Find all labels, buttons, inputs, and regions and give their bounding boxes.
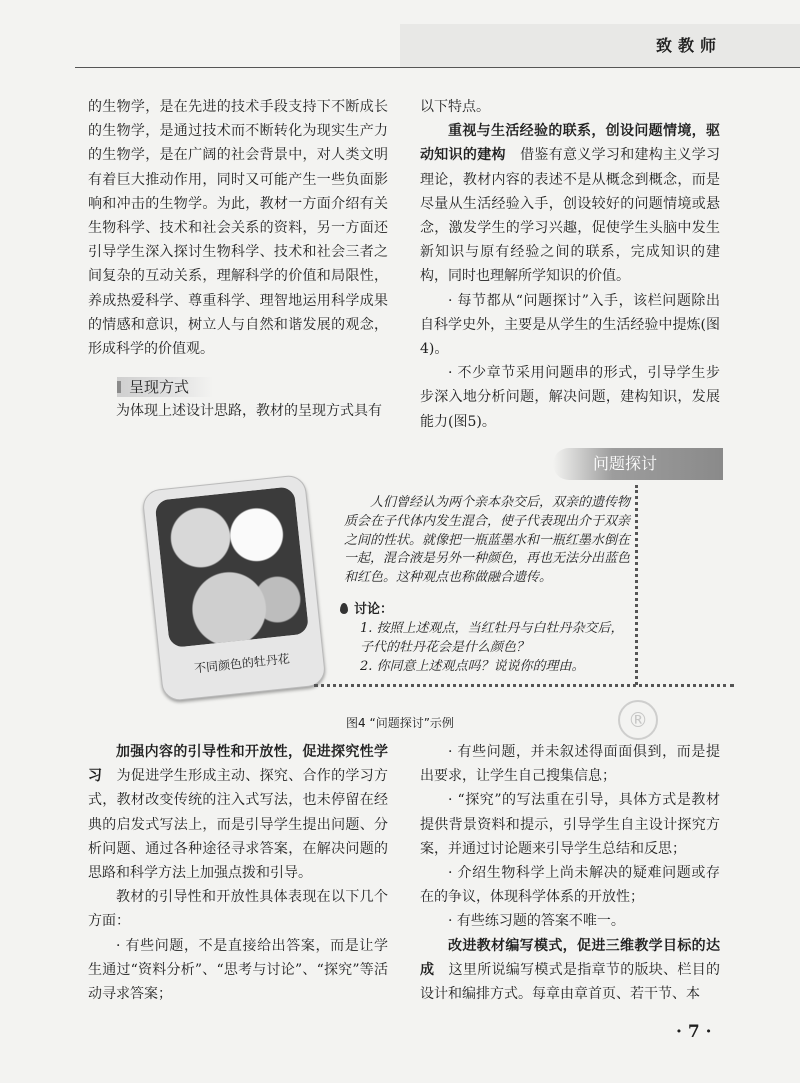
figure-dotted-border-right: [635, 485, 638, 685]
right-column-top: [420, 95, 720, 434]
paragraph: [420, 934, 720, 1007]
paragraph-text: 借鉴有意义学习和建构主义学习理论，教材内容的表述不是从概念到概念，而是尽量从生活经验入手，创设较好的问题情境或悬念，激发学生的学习兴趣，促使学生头脑中发生新知识与原有经验之间的联系，完成知识的建构，同时也理解所学知识的价值。: [420, 147, 721, 285]
discussion-title: 讨论：: [354, 602, 394, 617]
discussion-block: [340, 600, 630, 676]
peony-photo-card: [141, 474, 326, 702]
paragraph-text: 这里所说编写模式是指章节的版块、栏目的设计和编排方式。每章由章首页、若干节、本: [420, 961, 721, 1003]
paragraph: [420, 119, 720, 288]
left-column-top: [88, 95, 388, 361]
header-rule: [75, 67, 800, 68]
paragraph: · “探究”的写法重在引导，具体方式是教材提供背景资料和提示，引导学生自主设计探究方案，并通过讨论题来引导学生总结和反思；: [420, 792, 720, 857]
figure-dotted-border-bottom: [314, 684, 734, 687]
figure-quote: [344, 494, 630, 588]
paragraph: · 有些问题，并未叙述得面面俱到，而是提出要求，让学生自己搜集信息；: [420, 744, 720, 785]
problem-discussion-badge: [553, 448, 723, 480]
registered-mark-watermark: ®: [618, 700, 658, 740]
paragraph: 的生物学，是在先进的技术手段支持下不断成长的生物学，是通过技术而不断转化为现实生产力的生物学，是在广阔的社会背景中，对人类文明有着巨大推动作用，同时又可能产生一些负面影响和冲击的生物学。为此，教材一方面介绍有关生物科学、技术和社会关系的资料，另一方面还引导学生深入探讨生物科学、技术和社会三者之间复杂的互动关系，理解科学的价值和局限性，养成热爱科学、尊重科学、理智地运用科学成果的情感和意识，树立人与自然和谐发展的观念，形成科学的价值观。: [88, 99, 388, 358]
section-heading: 呈现方式: [117, 377, 213, 397]
discussion-question: 2. 你同意上述观点吗？说说你的理由。: [360, 659, 585, 674]
paragraph: 为体现上述设计思路，教材的呈现方式具有: [116, 403, 382, 419]
paragraph: · 每节都从“问题探讨”入手，该栏问题除出自科学史外，主要是从学生的生活经验中提炼(图4)。: [420, 292, 720, 358]
bold-lead: 加强内容的引导性和开放性，促进探究性学习: [88, 744, 388, 785]
figure-caption: 图4 “问题探讨”示例: [346, 716, 454, 730]
discussion-question: 1. 按照上述观点，当红牡丹与白牡丹杂交后，子代的牡丹花会是什么颜色？: [360, 621, 624, 655]
paragraph: · 不少章节采用问题串的形式，引导学生步步深入地分析问题，解决问题，建构知识，发展能力(图5)。: [420, 365, 720, 430]
paragraph: · 介绍生物科学上尚未解决的疑难问题或存在的争议，体现科学体系的开放性；: [420, 865, 720, 906]
page-number: · 7 ·: [676, 1022, 712, 1042]
header-bar: [400, 24, 800, 68]
paragraph: 教材的引导性和开放性具体表现在以下几个方面：: [88, 889, 388, 930]
paragraph: · 有些练习题的答案不唯一。: [448, 913, 625, 930]
bold-lead: 改进教材编写模式，促进三维教学目标的达成: [420, 937, 720, 978]
left-column-bottom: [88, 740, 388, 1006]
paragraph: [88, 740, 388, 885]
badge-label: 问题探讨: [593, 454, 658, 473]
paragraph: · 有些问题，不是直接给出答案，而是让学生通过“资料分析”、“思考与讨论”、“探究”等活动寻求答案；: [88, 937, 388, 1003]
bold-lead: 重视与生活经验的联系，创设问题情境，驱动知识的建构: [420, 123, 720, 164]
quote-text: 人们曾经认为两个亲本杂交后，双亲的遗传物质会在子代体内发生混合，使子代表现出介于双亲之间的性状。就像把一瓶蓝墨水和一瓶红墨水倒在一起，混合液是另外一种颜色，再也无法分出蓝色和红色。这种观点也称做融合遗传。: [344, 495, 631, 586]
running-header-title: 致教师: [656, 36, 723, 55]
drop-bullet-icon: [340, 603, 348, 614]
paragraph: 以下特点。: [420, 99, 490, 115]
left-column-intro: [88, 399, 388, 423]
right-column-bottom: [420, 740, 720, 1006]
peony-photo: [154, 486, 309, 648]
photo-caption: 不同颜色的牡丹花: [193, 651, 291, 676]
paragraph-text: 为促进学生形成主动、探究、合作的学习方式，教材改变传统的注入式写法，也未停留在经典的启发式写法上，而是引导学生提出问题、分析问题、通过各种途径寻求答案，在解决问题的思路和科学方法上加强点拨和引导。: [88, 768, 389, 882]
